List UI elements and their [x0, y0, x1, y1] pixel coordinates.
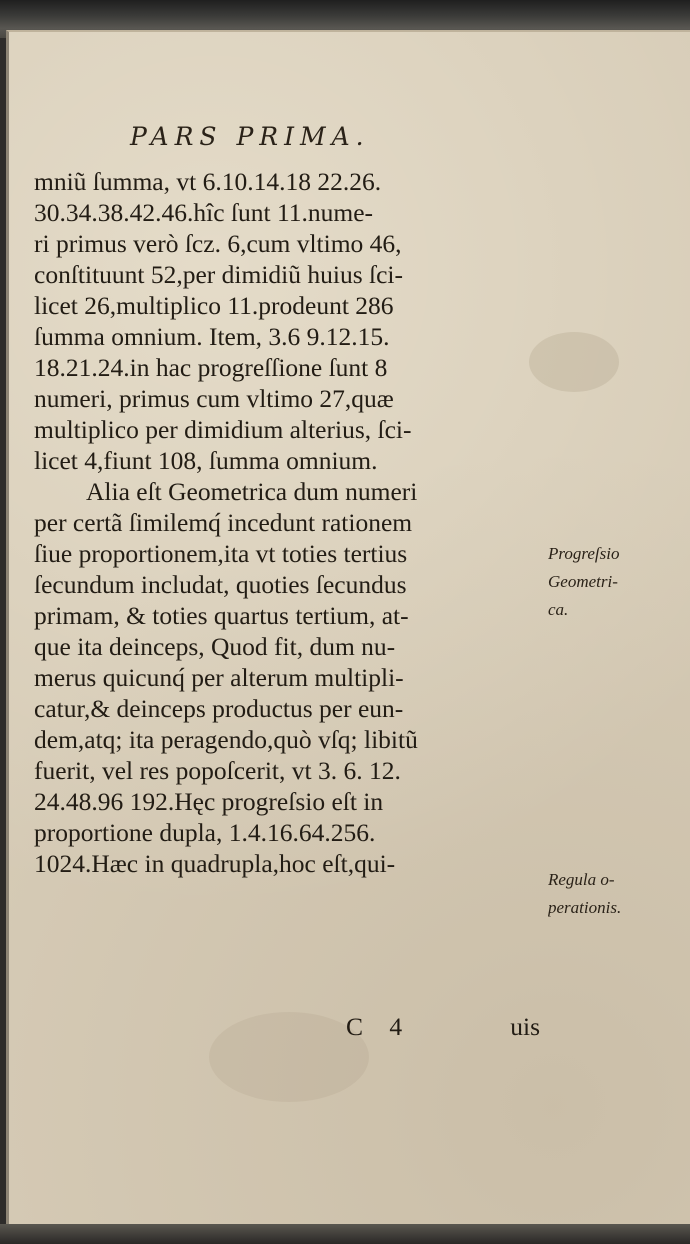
text-line: 24.48.96 192.Hęc progreſsio eſt in	[34, 787, 384, 816]
margin-note-line: Progreſsio	[548, 544, 620, 563]
text-line: ſiue proportionem,ita vt toties tertius	[34, 539, 408, 568]
text-line: per certã ſimilemq́ incedunt rationem	[34, 508, 413, 537]
text-line: 30.34.38.42.46.hîc ſunt 11.nume-	[34, 198, 374, 227]
text-line: licet 4,fiunt 108, ſumma omnium.	[34, 446, 378, 475]
book-binding-bottom	[0, 1224, 690, 1244]
paragraph-start-line: Alia eſt Geometrica dum numeri	[86, 477, 418, 506]
catchline	[330, 1012, 540, 1046]
margin-note-line: Regula o-	[548, 870, 615, 889]
text-line: primam, & toties quartus tertium, at-	[34, 601, 409, 630]
text-line: que ita deinceps, Quod fit, dum nu-	[34, 632, 396, 661]
text-line: proportione dupla, 1.4.16.64.256.	[34, 818, 376, 847]
running-head: PARS PRIMA.	[130, 122, 370, 151]
catchword: uis	[510, 1012, 540, 1041]
text-line: licet 26,multiplico 11.prodeunt 286	[34, 291, 394, 320]
signature-mark: C 4	[346, 1012, 413, 1041]
text-line: ſumma omnium. Item, 3.6 9.12.15.	[34, 322, 390, 351]
text-line: ri primus verò ſcz. 6,cum vltimo 46,	[34, 229, 402, 258]
text-line: dem,atq; ita peragendo,quò vſq; libitũ	[34, 725, 418, 754]
text-line: 18.21.24.in hac progreſſione ſunt 8	[34, 353, 388, 382]
text-line: numeri, primus cum vltimo 27,quæ	[34, 384, 394, 413]
text-line: merus quicunq́ per alterum multipli-	[34, 663, 404, 692]
text-line: 1024.Hæc in quadrupla,hoc eſt,qui-	[34, 849, 396, 878]
text-line: fuerit, vel res popoſcerit, vt 3. 6. 12.	[34, 756, 401, 785]
text-line: conſtituunt 52,per dimidiũ huius ſci-	[34, 260, 404, 289]
main-text	[34, 166, 539, 879]
text-line: catur,& deinceps productus per eun-	[34, 694, 404, 723]
text-line: mniũ ſumma, vt 6.10.14.18 22.26.	[34, 167, 382, 196]
margin-note-line: ca.	[548, 600, 569, 619]
margin-note-line: Geometri-	[548, 572, 618, 591]
margin-note-line: perationis.	[548, 898, 622, 917]
margin-note-regula	[548, 866, 688, 922]
text-line: multiplico per dimidium alterius, ſci-	[34, 415, 412, 444]
paper-stain	[529, 332, 619, 392]
text-line: ſecundum includat, quoties ſecundus	[34, 570, 407, 599]
margin-note-progressio	[548, 540, 688, 624]
